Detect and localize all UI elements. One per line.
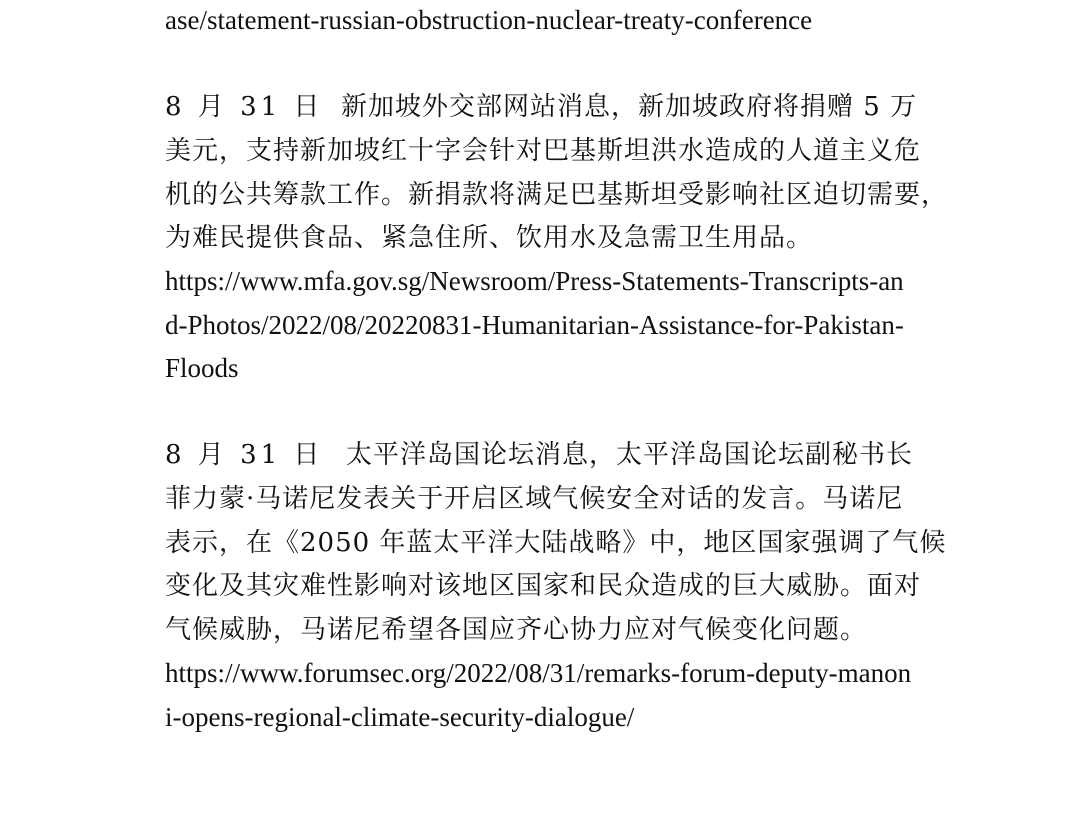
entry-text-line: 太平洋岛国论坛消息，太平洋岛国论坛副秘书长 (346, 440, 914, 470)
link-text[interactable]: d-Photos/2022/08/20220831-Humanitarian-Assistance-for-Pakistan- (165, 310, 904, 340)
entry-text-line: 机的公共筹款工作。新捐款将满足巴基斯坦受影响社区迫切需要， (165, 180, 949, 210)
entry-date: 8 月 31 日 (165, 92, 324, 122)
entry-date: 8 月 31 日 (165, 440, 324, 470)
link-text[interactable]: i-opens-regional-climate-security-dialogue/ (165, 702, 635, 732)
entry-text-line: 表示，在《2050 年蓝太平洋大陆战略》中，地区国家强调了气候 (165, 528, 947, 558)
entry-text-line: 新加坡外交部网站消息，新加坡政府将捐赠 5 万 (341, 92, 918, 122)
link-text[interactable]: ase/statement-russian-obstruction-nuclear-treaty-conference (165, 5, 813, 35)
link-text[interactable]: https://www.forumsec.org/2022/08/31/remarks-forum-deputy-manon (165, 658, 912, 688)
link-text[interactable]: Floods (165, 353, 239, 383)
link-text[interactable]: https://www.mfa.gov.sg/Newsroom/Press-Statements-Transcripts-an (165, 266, 904, 296)
entry-text-line: 气候威胁，马诺尼希望各国应齐心协力应对气候变化问题。 (165, 615, 868, 645)
entry-text-line: 变化及其灾难性影响对该地区国家和民众造成的巨大威胁。面对 (165, 571, 922, 601)
entry-text-line: 菲力蒙·马诺尼发表关于开启区域气候安全对话的发言。马诺尼 (165, 484, 904, 514)
entry-text-line: 美元，支持新加坡红十字会针对巴基斯坦洪水造成的人道主义危 (165, 136, 922, 166)
entry-text-line: 为难民提供食品、紧急住所、饮用水及急需卫生用品。 (165, 223, 814, 253)
